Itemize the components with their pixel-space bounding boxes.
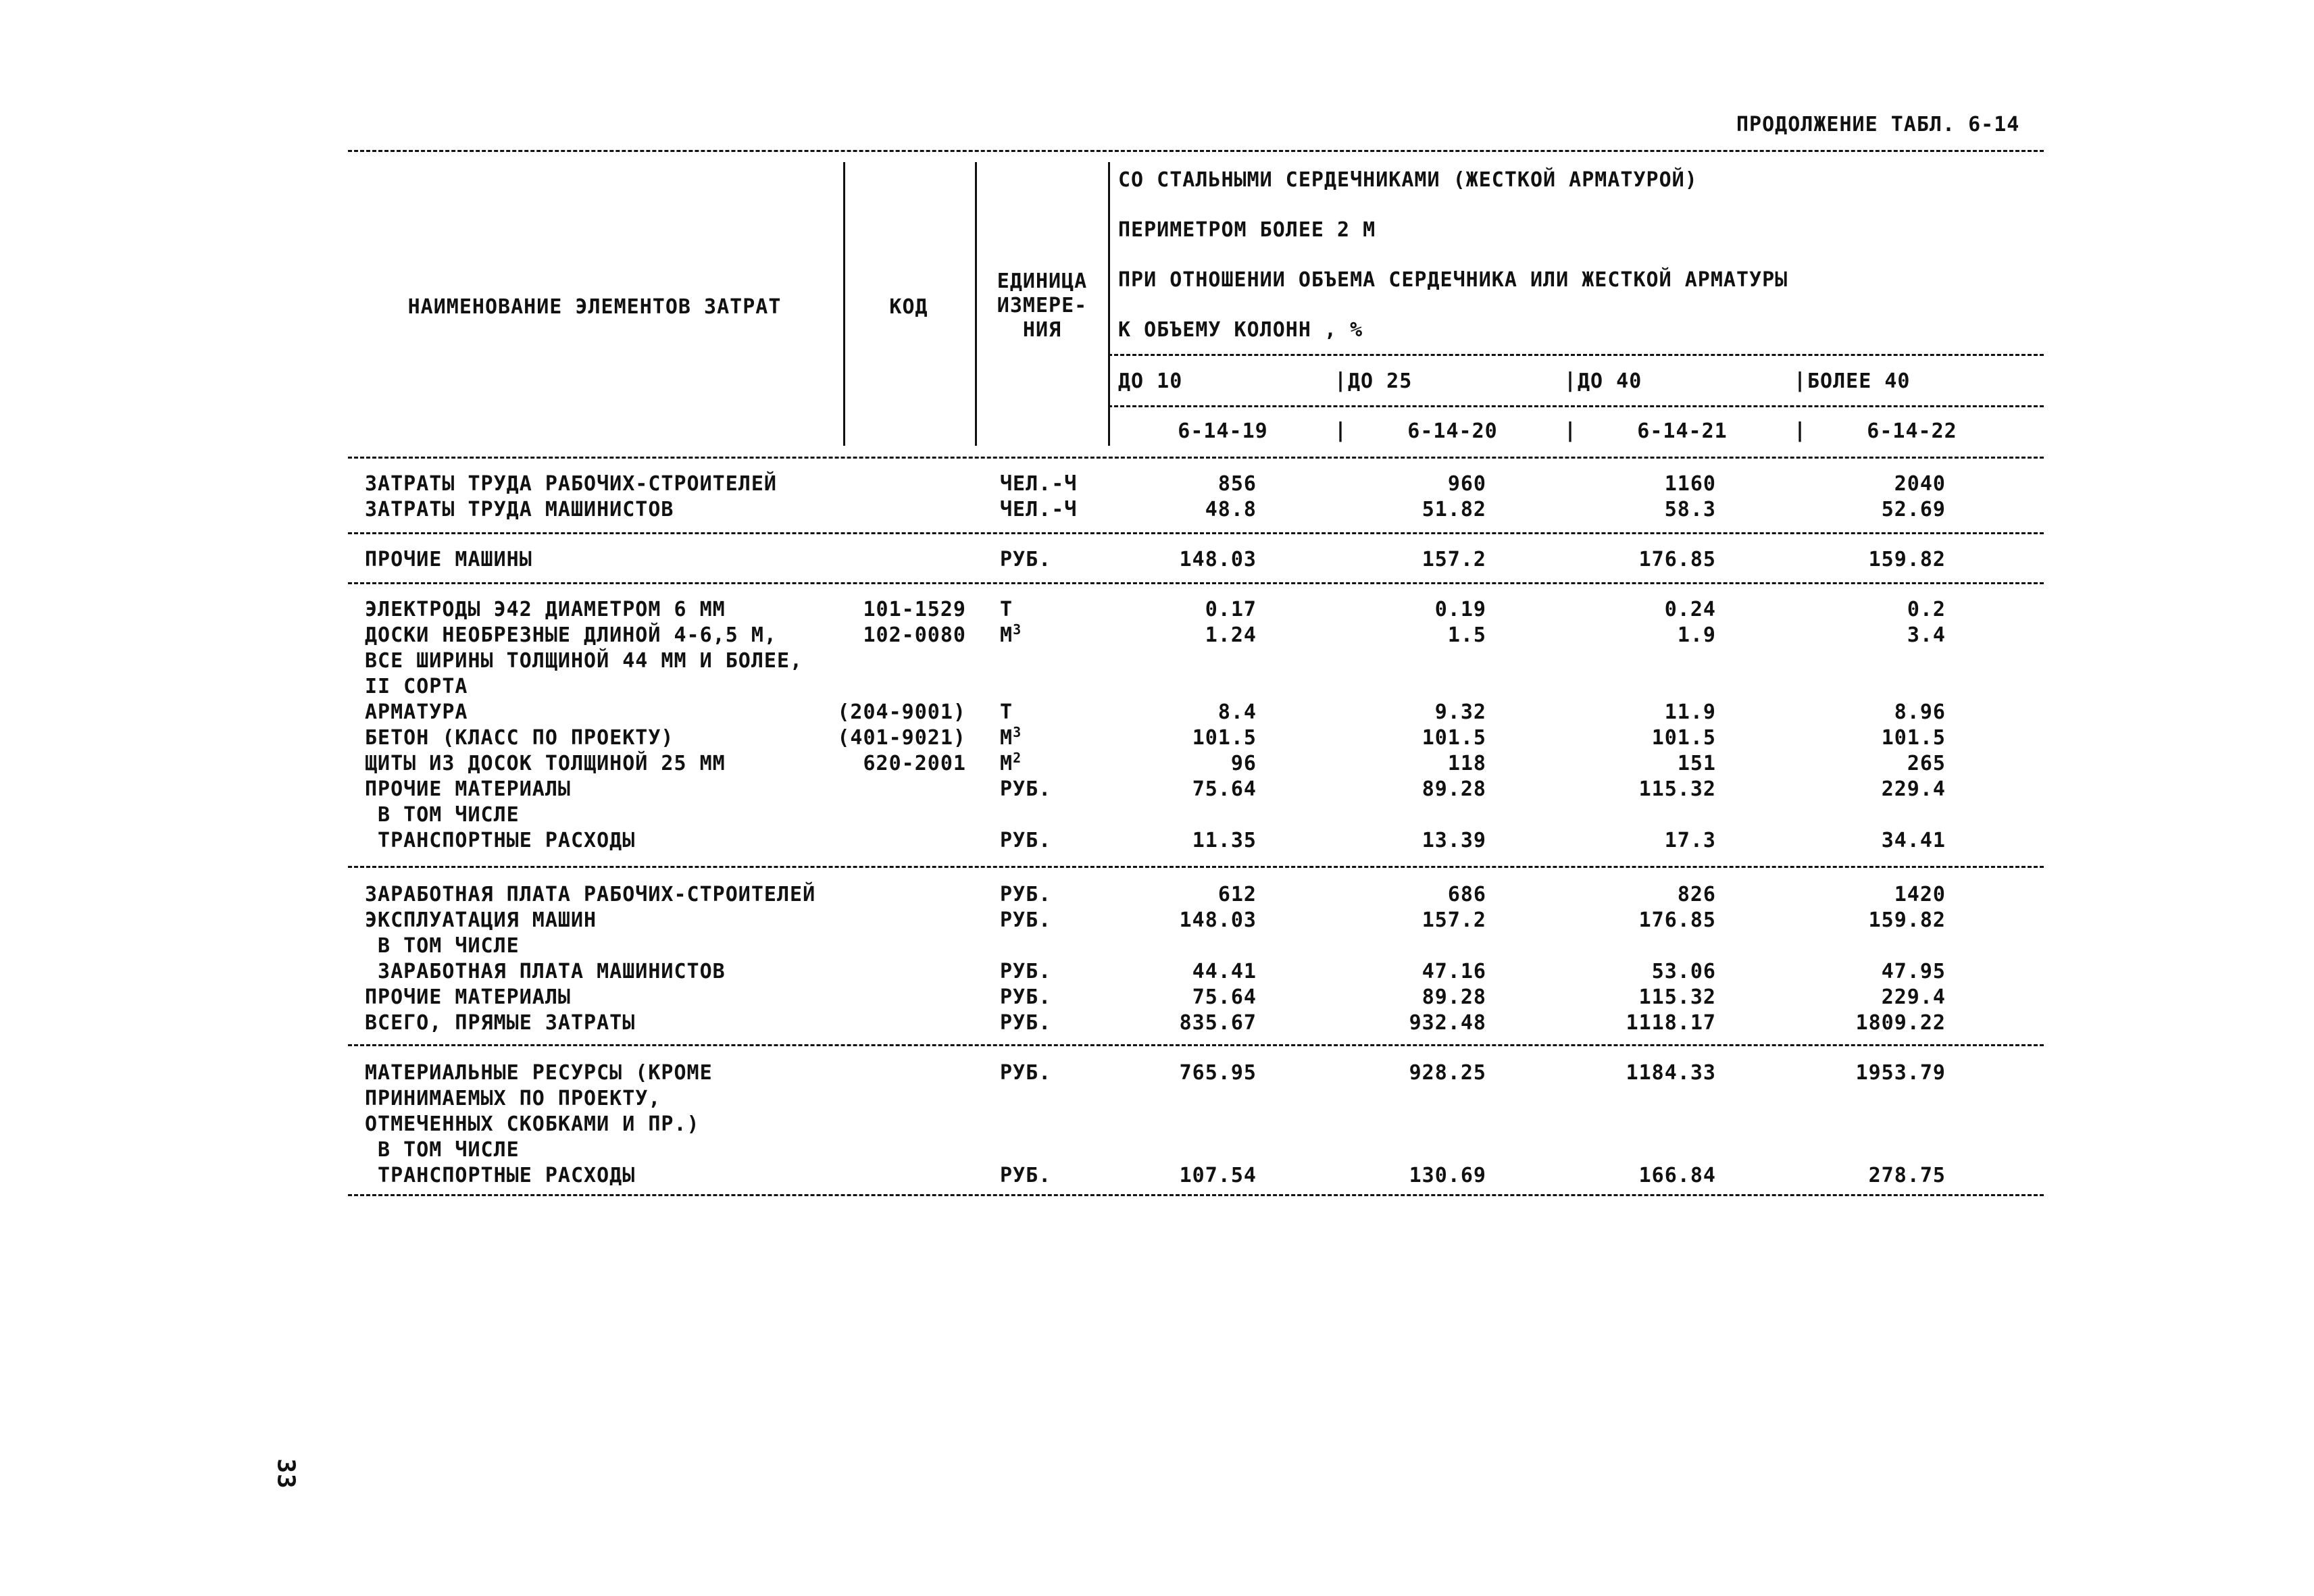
row-value-col4: 34.41 [1881,829,1946,852]
row-value-col1: 148.03 [1179,908,1257,932]
page-number: 33 [272,1458,300,1489]
row-value-col4: 159.82 [1868,548,1946,571]
row-value-col2: 1.5 [1447,623,1486,647]
header-group-line3: ПРИ ОТНОШЕНИИ ОБЪЕМА СЕРДЕЧНИКА ИЛИ ЖЕСТКОЙ АРМАТУРЫ [1118,268,1788,292]
row-value-col1: 765.95 [1179,1061,1257,1085]
header-subrule-1 [1108,354,2044,356]
row-code: (401-9021) [837,726,966,750]
row-value-col4: 229.4 [1881,777,1946,801]
row-value-col2: 89.28 [1422,985,1486,1009]
header-unit-line3: НИЯ [1022,318,1062,342]
row-unit-exponent: 3 [1013,621,1022,638]
row-value-col2: 686 [1447,883,1486,906]
row-value-col4: 229.4 [1881,985,1946,1009]
header-bottom-rule [348,457,2044,459]
row-name: ЭЛЕКТРОДЫ Э42 ДИАМЕТРОМ 6 ММ [365,598,726,621]
row-unit: РУБ. [1000,908,1052,932]
header-group-line4: К ОБЪЕМУ КОЛОНН , % [1118,318,1363,342]
header-code: КОД [889,295,928,319]
row-name: ПРИНИМАЕМЫХ ПО ПРОЕКТУ, [365,1087,661,1110]
range-3: ДО 40 [1578,369,1642,393]
row-name: ЩИТЫ ИЗ ДОСОК ТОЛЩИНОЙ 25 ММ [365,752,726,775]
row-value-col4: 8.96 [1894,700,1946,724]
row-value-col3: 176.85 [1638,548,1716,571]
row-name: МАТЕРИАЛЬНЫЕ РЕСУРСЫ (КРОМЕ [365,1061,713,1085]
row-code: 101-1529 [863,598,966,621]
row-name: В ТОМ ЧИСЛЕ [365,803,520,827]
row-value-col1: 44.41 [1192,960,1257,983]
row-name: ЗАТРАТЫ ТРУДА МАШИНИСТОВ [365,498,674,521]
row-value-col2: 47.16 [1422,960,1486,983]
row-value-col1: 835.67 [1179,1011,1257,1035]
row-unit: $М^2$ [1000,750,1022,775]
row-value-col2: 101.5 [1422,726,1486,750]
row-value-col1: 75.64 [1192,777,1257,801]
row-value-col2: 928.25 [1409,1061,1486,1085]
row-value-col1: 612 [1217,883,1257,906]
range-divider: | [1334,369,1347,392]
header-subrule-2 [1108,405,2044,407]
row-unit: РУБ. [1000,883,1052,906]
row-value-col2: 89.28 [1422,777,1486,801]
row-value-col1: 48.8 [1205,498,1257,521]
row-unit: РУБ. [1000,777,1052,801]
row-value-col3: 826 [1677,883,1716,906]
row-value-col1: 148.03 [1179,548,1257,571]
col-code-3: 6-14-21 [1637,419,1728,443]
col-code-1: 6-14-19 [1178,419,1268,443]
range-4: БОЛЕЕ 40 [1807,369,1911,393]
code-divider: | [1564,419,1577,442]
row-unit: РУБ. [1000,1011,1052,1035]
row-value-col2: 118 [1447,752,1486,775]
row-name: ВСЕ ШИРИНЫ ТОЛЩИНОЙ 44 ММ И БОЛЕЕ, [365,649,803,673]
row-value-col4: 1420 [1894,883,1946,906]
row-value-col1: 101.5 [1192,726,1257,750]
code-divider: | [1794,419,1807,442]
bottom-rule [348,1194,2044,1196]
section-rule [348,866,2044,868]
row-value-col3: 58.3 [1664,498,1716,521]
row-value-col3: 1.9 [1677,623,1716,647]
row-value-col4: 2040 [1894,472,1946,496]
row-value-col3: 1118.17 [1626,1011,1716,1035]
row-value-col4: 1809.22 [1855,1011,1946,1035]
row-unit: ЧЕЛ.-Ч [1000,472,1078,496]
row-value-col2: 51.82 [1422,498,1486,521]
row-name: В ТОМ ЧИСЛЕ [365,934,520,958]
row-code: 102-0080 [863,623,966,647]
range-2: ДО 25 [1348,369,1413,393]
row-unit-exponent: 3 [1013,724,1022,740]
col-code-2: 6-14-20 [1407,419,1498,443]
row-unit: $М^3$ [1000,724,1022,750]
row-value-col4: 101.5 [1881,726,1946,750]
row-name: АРМАТУРА [365,700,468,724]
header-unit-line1: ЕДИНИЦА [997,269,1088,293]
row-value-col3: 101.5 [1651,726,1716,750]
row-value-col4: 3.4 [1907,623,1946,647]
row-value-col3: 176.85 [1638,908,1716,932]
header-divider-unit-group [1108,162,1110,446]
row-value-col1: 75.64 [1192,985,1257,1009]
row-unit: РУБ. [1000,829,1052,852]
row-name: ЗАРАБОТНАЯ ПЛАТА РАБОЧИХ-СТРОИТЕЛЕЙ [365,883,816,906]
row-value-col3: 115.32 [1638,985,1716,1009]
row-name: ТРАНСПОРТНЫЕ РАСХОДЫ [365,1164,636,1187]
row-name: БЕТОН (КЛАСС ПО ПРОЕКТУ) [365,726,674,750]
row-unit: РУБ. [1000,960,1052,983]
range-1: ДО 10 [1118,369,1183,393]
section-rule [348,532,2044,534]
row-unit: Т [1000,598,1013,621]
row-value-col4: 278.75 [1868,1164,1946,1187]
row-name: ЗАТРАТЫ ТРУДА РАБОЧИХ-СТРОИТЕЛЕЙ [365,472,777,496]
row-value-col4: 52.69 [1881,498,1946,521]
header-divider-name-code [843,162,845,446]
row-unit-exponent: 2 [1013,750,1022,766]
row-value-col3: 115.32 [1638,777,1716,801]
row-value-col1: 11.35 [1192,829,1257,852]
row-value-col1: 856 [1217,472,1257,496]
row-value-col2: 157.2 [1422,548,1486,571]
header-unit-line2: ИЗМЕРЕ- [997,294,1088,317]
row-unit: РУБ. [1000,1164,1052,1187]
row-value-col3: 151 [1677,752,1716,775]
row-value-col1: 8.4 [1217,700,1257,724]
col-code-4: 6-14-22 [1867,419,1957,443]
row-value-col3: 17.3 [1664,829,1716,852]
row-value-col3: 166.84 [1638,1164,1716,1187]
row-code: 620-2001 [863,752,966,775]
row-name: ДОСКИ НЕОБРЕЗНЫЕ ДЛИНОЙ 4-6,5 М, [365,623,777,647]
row-value-col2: 157.2 [1422,908,1486,932]
row-unit: ЧЕЛ.-Ч [1000,498,1078,521]
row-value-col1: 0.17 [1205,598,1257,621]
row-value-col1: 96 [1230,752,1257,775]
range-divider: | [1794,369,1807,392]
row-name: ЗАРАБОТНАЯ ПЛАТА МАШИНИСТОВ [365,960,726,983]
section-rule [348,1044,2044,1046]
row-name: ТРАНСПОРТНЫЕ РАСХОДЫ [365,829,636,852]
section-rule [348,582,2044,584]
row-value-col4: 47.95 [1881,960,1946,983]
row-unit: $М^3$ [1000,621,1022,647]
header-name: НАИМЕНОВАНИЕ ЭЛЕМЕНТОВ ЗАТРАТ [407,295,782,319]
row-value-col4: 1953.79 [1855,1061,1946,1085]
row-name: ПРОЧИЕ МАТЕРИАЛЫ [365,777,571,801]
table-title: ПРОДОЛЖЕНИЕ ТАБЛ. 6-14 [1736,113,2020,136]
row-code: (204-9001) [837,700,966,724]
row-value-col3: 0.24 [1664,598,1716,621]
row-unit: РУБ. [1000,1061,1052,1085]
row-value-col4: 265 [1907,752,1946,775]
row-name: ЭКСПЛУАТАЦИЯ МАШИН [365,908,597,932]
row-name: ВСЕГО, ПРЯМЫЕ ЗАТРАТЫ [365,1011,636,1035]
row-value-col3: 53.06 [1651,960,1716,983]
row-value-col2: 932.48 [1409,1011,1486,1035]
row-name: В ТОМ ЧИСЛЕ [365,1138,520,1162]
row-name: II СОРТА [365,675,468,698]
row-value-col2: 130.69 [1409,1164,1486,1187]
row-name: ОТМЕЧЕННЫХ СКОБКАМИ И ПР.) [365,1112,700,1136]
row-value-col4: 159.82 [1868,908,1946,932]
row-value-col4: 0.2 [1907,598,1946,621]
row-value-col2: 13.39 [1422,829,1486,852]
row-value-col3: 11.9 [1664,700,1716,724]
row-value-col2: 9.32 [1434,700,1486,724]
row-name: ПРОЧИЕ МАТЕРИАЛЫ [365,985,571,1009]
range-divider: | [1564,369,1577,392]
row-unit: Т [1000,700,1013,724]
header-group-line2: ПЕРИМЕТРОМ БОЛЕЕ 2 М [1118,218,1376,242]
row-value-col1: 107.54 [1179,1164,1257,1187]
row-value-col3: 1160 [1664,472,1716,496]
row-unit: РУБ. [1000,548,1052,571]
row-value-col3: 1184.33 [1626,1061,1716,1085]
code-divider: | [1334,419,1347,442]
row-value-col1: 1.24 [1205,623,1257,647]
top-rule [348,150,2044,152]
row-unit: РУБ. [1000,985,1052,1009]
row-value-col2: 0.19 [1434,598,1486,621]
row-name: ПРОЧИЕ МАШИНЫ [365,548,532,571]
header-divider-code-unit [975,162,977,446]
header-group-line1: СО СТАЛЬНЫМИ СЕРДЕЧНИКАМИ (ЖЕСТКОЙ АРМАТУРОЙ) [1118,168,1698,192]
row-value-col2: 960 [1447,472,1486,496]
